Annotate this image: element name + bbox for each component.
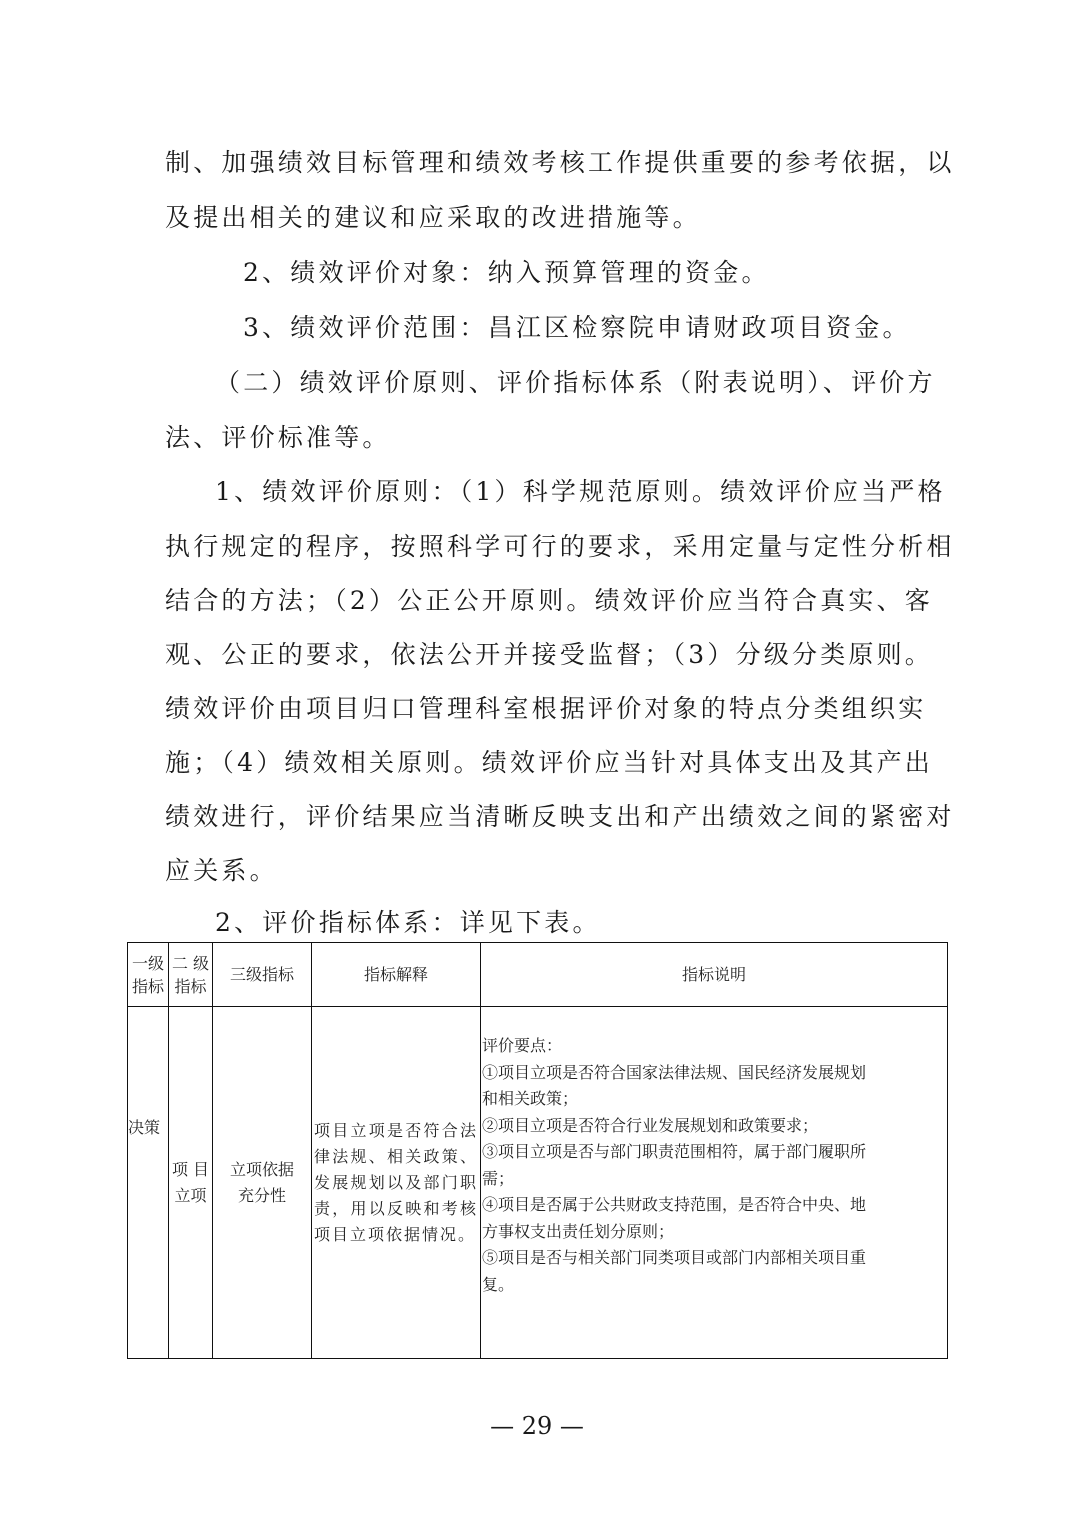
- description-line: ③项目立项是否与部门职责范围相符，属于部门履职所: [482, 1142, 867, 1161]
- cell-text: 充分性: [237, 1185, 286, 1205]
- description-line: 和相关政策；: [482, 1089, 579, 1108]
- table-row: [128, 1007, 948, 1359]
- paragraph-line: 及提出相关的建议和应采取的改进措施等。: [165, 203, 701, 232]
- paragraph-line: 执行规定的程序，按照科学可行的要求，采用定量与定性分析相: [165, 532, 955, 561]
- cell-level2: [169, 1007, 213, 1359]
- paragraph-line: 2、评价指标体系：详见下表。: [215, 908, 601, 937]
- header-level1: [128, 943, 169, 1007]
- header-text: 一级: [131, 953, 164, 973]
- paragraph-line: 法、评价标准等。: [165, 423, 391, 452]
- paragraph-line: 结合的方法；（2）公正公开原则。绩效评价应当符合真实、客: [165, 586, 934, 615]
- cell-text: 决策: [128, 1118, 161, 1137]
- indicator-table: [127, 942, 948, 1359]
- table-header-row: [128, 943, 948, 1007]
- cell-text: 项 目: [171, 1159, 210, 1179]
- header-explanation: 指标解释: [312, 943, 481, 1007]
- cell-text: 立项: [174, 1185, 207, 1205]
- description-line: 需；: [482, 1168, 515, 1188]
- description-line: ①项目立项是否符合国家法律法规、国民经济发展规划: [482, 1062, 867, 1082]
- paragraph-line: 3、绩效评价范围：昌江区检察院申请财政项目资金。: [243, 313, 911, 342]
- paragraph-line: 观、公正的要求，依法公开并接受监督；（3）分级分类原则。: [165, 640, 934, 669]
- description-line: 方事权支出责任划分原则；: [482, 1221, 675, 1241]
- paragraph-line: 绩效进行，评价结果应当清晰反映支出和产出绩效之间的紧密对: [165, 802, 955, 831]
- description-line: ②项目立项是否符合行业发展规划和政策要求；: [482, 1115, 819, 1135]
- description-line: 评价要点：: [482, 1036, 563, 1055]
- description-line: 复。: [482, 1274, 515, 1294]
- paragraph-line: 制、加强绩效目标管理和绩效考核工作提供重要的参考依据，以: [165, 148, 955, 177]
- paragraph-line: 施；（4）绩效相关原则。绩效评价应当针对具体支出及其产出: [165, 748, 934, 777]
- header-level2: [169, 943, 213, 1007]
- cell-level1: [128, 1007, 169, 1359]
- header-level3: 三级指标: [213, 943, 312, 1007]
- paragraph-line: 绩效评价由项目归口管理科室根据评价对象的特点分类组织实: [165, 694, 927, 723]
- cell-explanation: 项目立项是否符合法律法规、相关政策、发展规划以及部门职责，用以反映和考核项目立项依据情况。: [312, 1007, 481, 1359]
- paragraph-line: 2、绩效评价对象：纳入预算管理的资金。: [243, 258, 770, 287]
- page-number: — 29 —: [490, 1412, 584, 1440]
- paragraph-line: （二）绩效评价原则、评价指标体系（附表说明）、评价方: [215, 368, 936, 397]
- cell-description: [481, 1007, 948, 1359]
- description-line: ⑤项目是否与相关部门同类项目或部门内部相关项目重: [482, 1248, 867, 1267]
- header-text: 二 级: [171, 953, 210, 973]
- paragraph-line: 应关系。: [165, 856, 278, 885]
- header-text: 指标: [131, 976, 164, 996]
- paragraph-line: 1、绩效评价原则：（1）科学规范原则。绩效评价应当严格: [215, 477, 946, 506]
- cell-text: 立项依据: [229, 1159, 294, 1179]
- cell-level3: [213, 1007, 312, 1359]
- header-description: 指标说明: [481, 943, 948, 1007]
- header-text: 指标: [174, 976, 207, 996]
- description-line: ④项目是否属于公共财政支持范围，是否符合中央、地: [482, 1195, 867, 1214]
